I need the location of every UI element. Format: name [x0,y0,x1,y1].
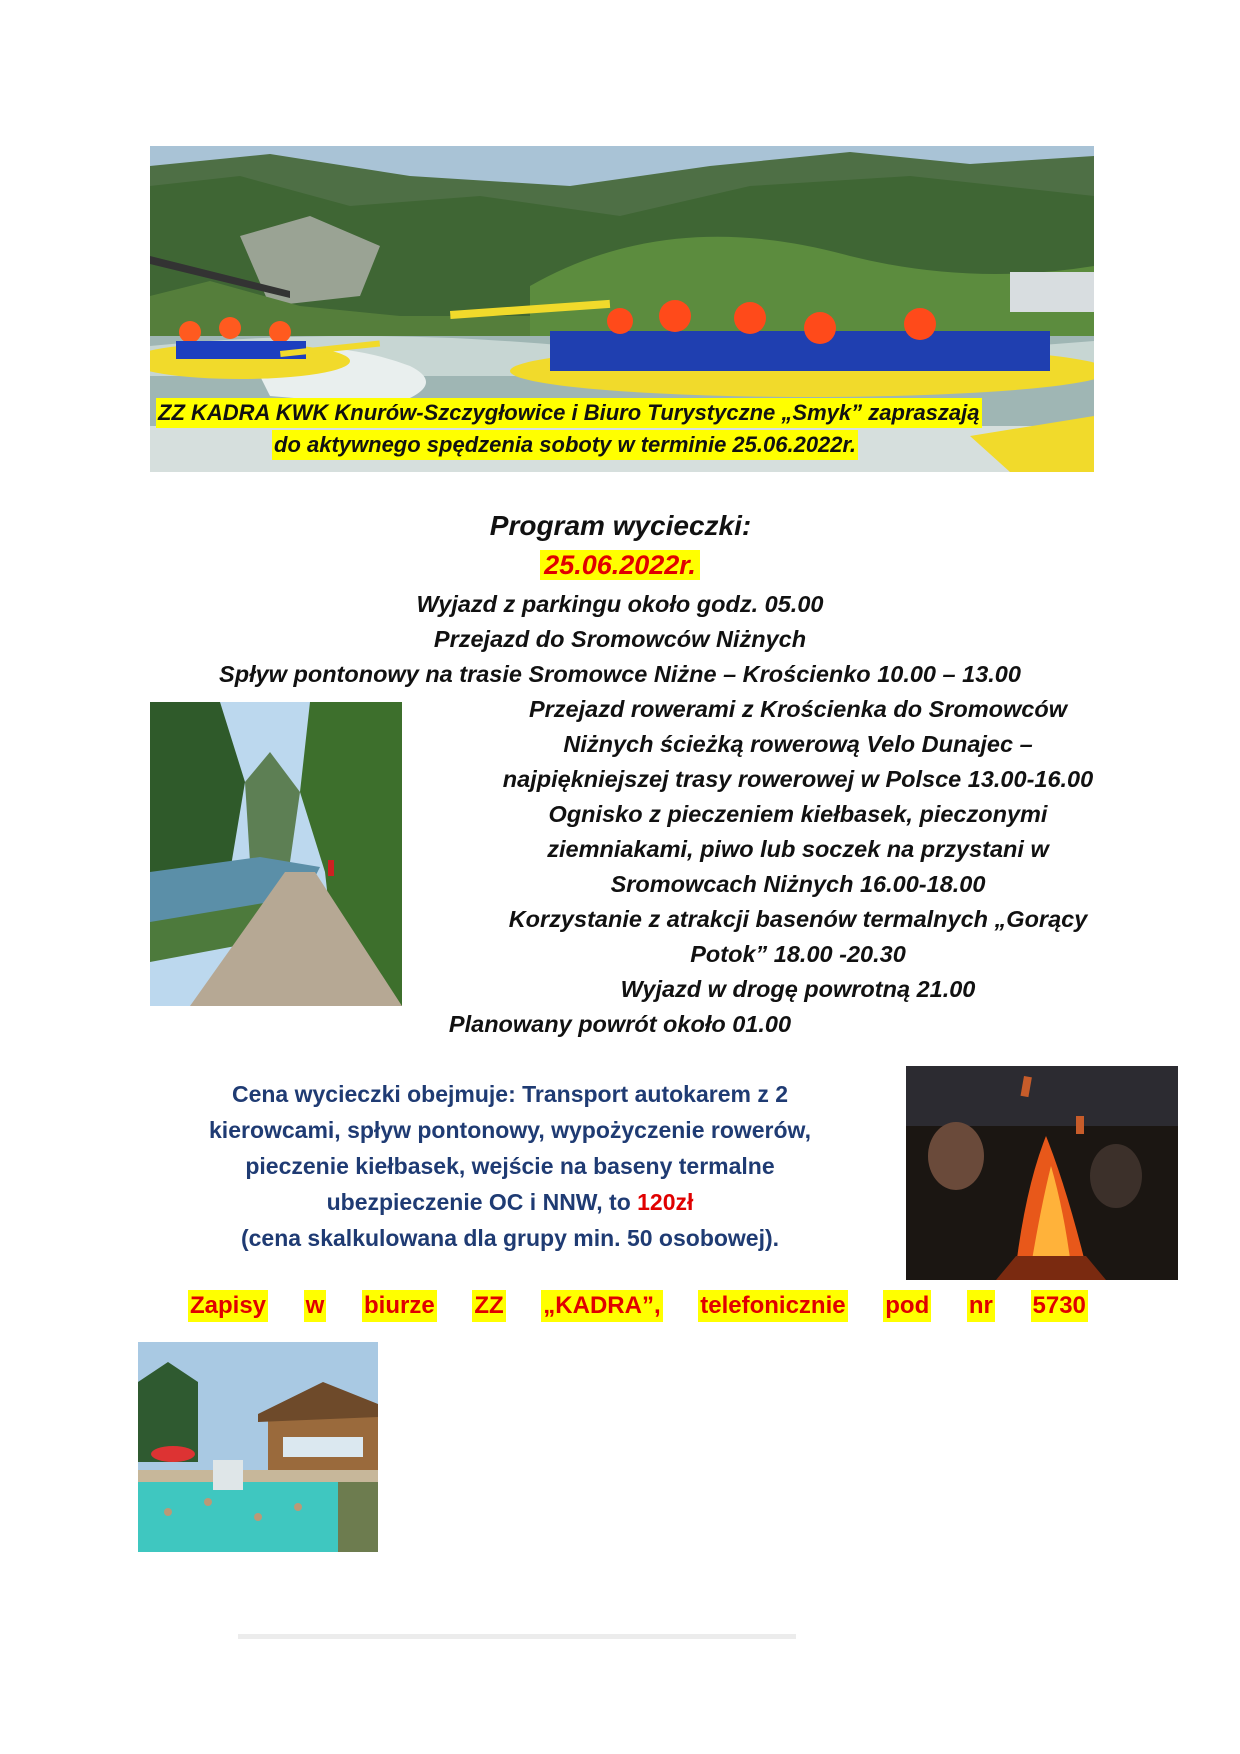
program-line: Niżnych ścieżką rowerową Velo Dunajec – [563,731,1033,757]
signup-word: pod [883,1290,931,1322]
hero-headline-line-1: ZZ KADRA KWK Knurów-Szczygłowice i Biuro Turystyczne „Smyk” zapraszają [156,398,982,428]
signup-word: Zapisy [188,1290,268,1322]
signup-word: w [304,1290,327,1322]
program-line: Spływ pontonowy na trasie Sromowce Niżne – Krościenko 10.00 – 13.00 [219,661,1021,687]
hero-headline-line-2: do aktywnego spędzenia soboty w terminie 25.06.2022r. [272,430,858,460]
program-line: ziemniakami, piwo lub soczek na przystani w [547,836,1049,862]
signup-word: nr [967,1290,995,1322]
bonfire-photo [906,1066,1178,1280]
program-date-row [0,548,1240,582]
signup-word: biurze [362,1290,437,1322]
program-line: Planowany powrót około 01.00 [448,1011,792,1037]
signup-phone: 5730 [1031,1290,1088,1322]
program-line: Przejazd rowerami z Krościenka do Sromowców [528,696,1068,722]
program-line: Wyjazd w drogę powrotną 21.00 [620,976,976,1002]
signup-word: ZZ [472,1290,505,1322]
price-line: pieczenie kiełbasek, wejście na baseny termalne [245,1153,775,1179]
price-line: Cena wycieczki obejmuje: Transport autokarem z 2 [231,1081,789,1107]
program-date: 25.06.2022r. [540,550,700,580]
program-line: Ognisko z pieczeniem kiełbasek, pieczonymi [548,801,1048,827]
program-title: Program wycieczki: [489,510,752,541]
signup-line [188,1288,1088,1324]
price-line-amount [150,1184,870,1220]
program-line: Sromowcach Niżnych 16.00-18.00 [610,871,986,897]
program-line: Potok” 18.00 -20.30 [690,941,906,967]
price-line: kierowcami, spływ pontonowy, wypożyczenie rowerów, [209,1117,811,1143]
program-line: najpiękniejszej trasy rowerowej w Polsce 13.00-16.00 [502,766,1094,792]
price-line: (cena skalkulowana dla grupy min. 50 osobowej). [240,1225,780,1251]
program-line: Korzystanie z atrakcji basenów termalnych „Gorący [508,906,1088,932]
bike-path-photo [150,702,402,1006]
program-line: Wyjazd z parkingu około godz. 05.00 [416,591,824,617]
signup-word: telefonicznie [698,1290,847,1322]
bottom-divider [238,1634,796,1639]
signup-word: „KADRA”, [541,1290,662,1322]
hero-rafting-photo [150,146,1094,472]
price-amount: 120zł [637,1189,694,1215]
program-line: Przejazd do Sromowców Niżnych [433,626,807,652]
thermal-pool-photo [138,1342,378,1552]
price-line-prefix: ubezpieczenie OC i NNW, to [326,1189,638,1215]
